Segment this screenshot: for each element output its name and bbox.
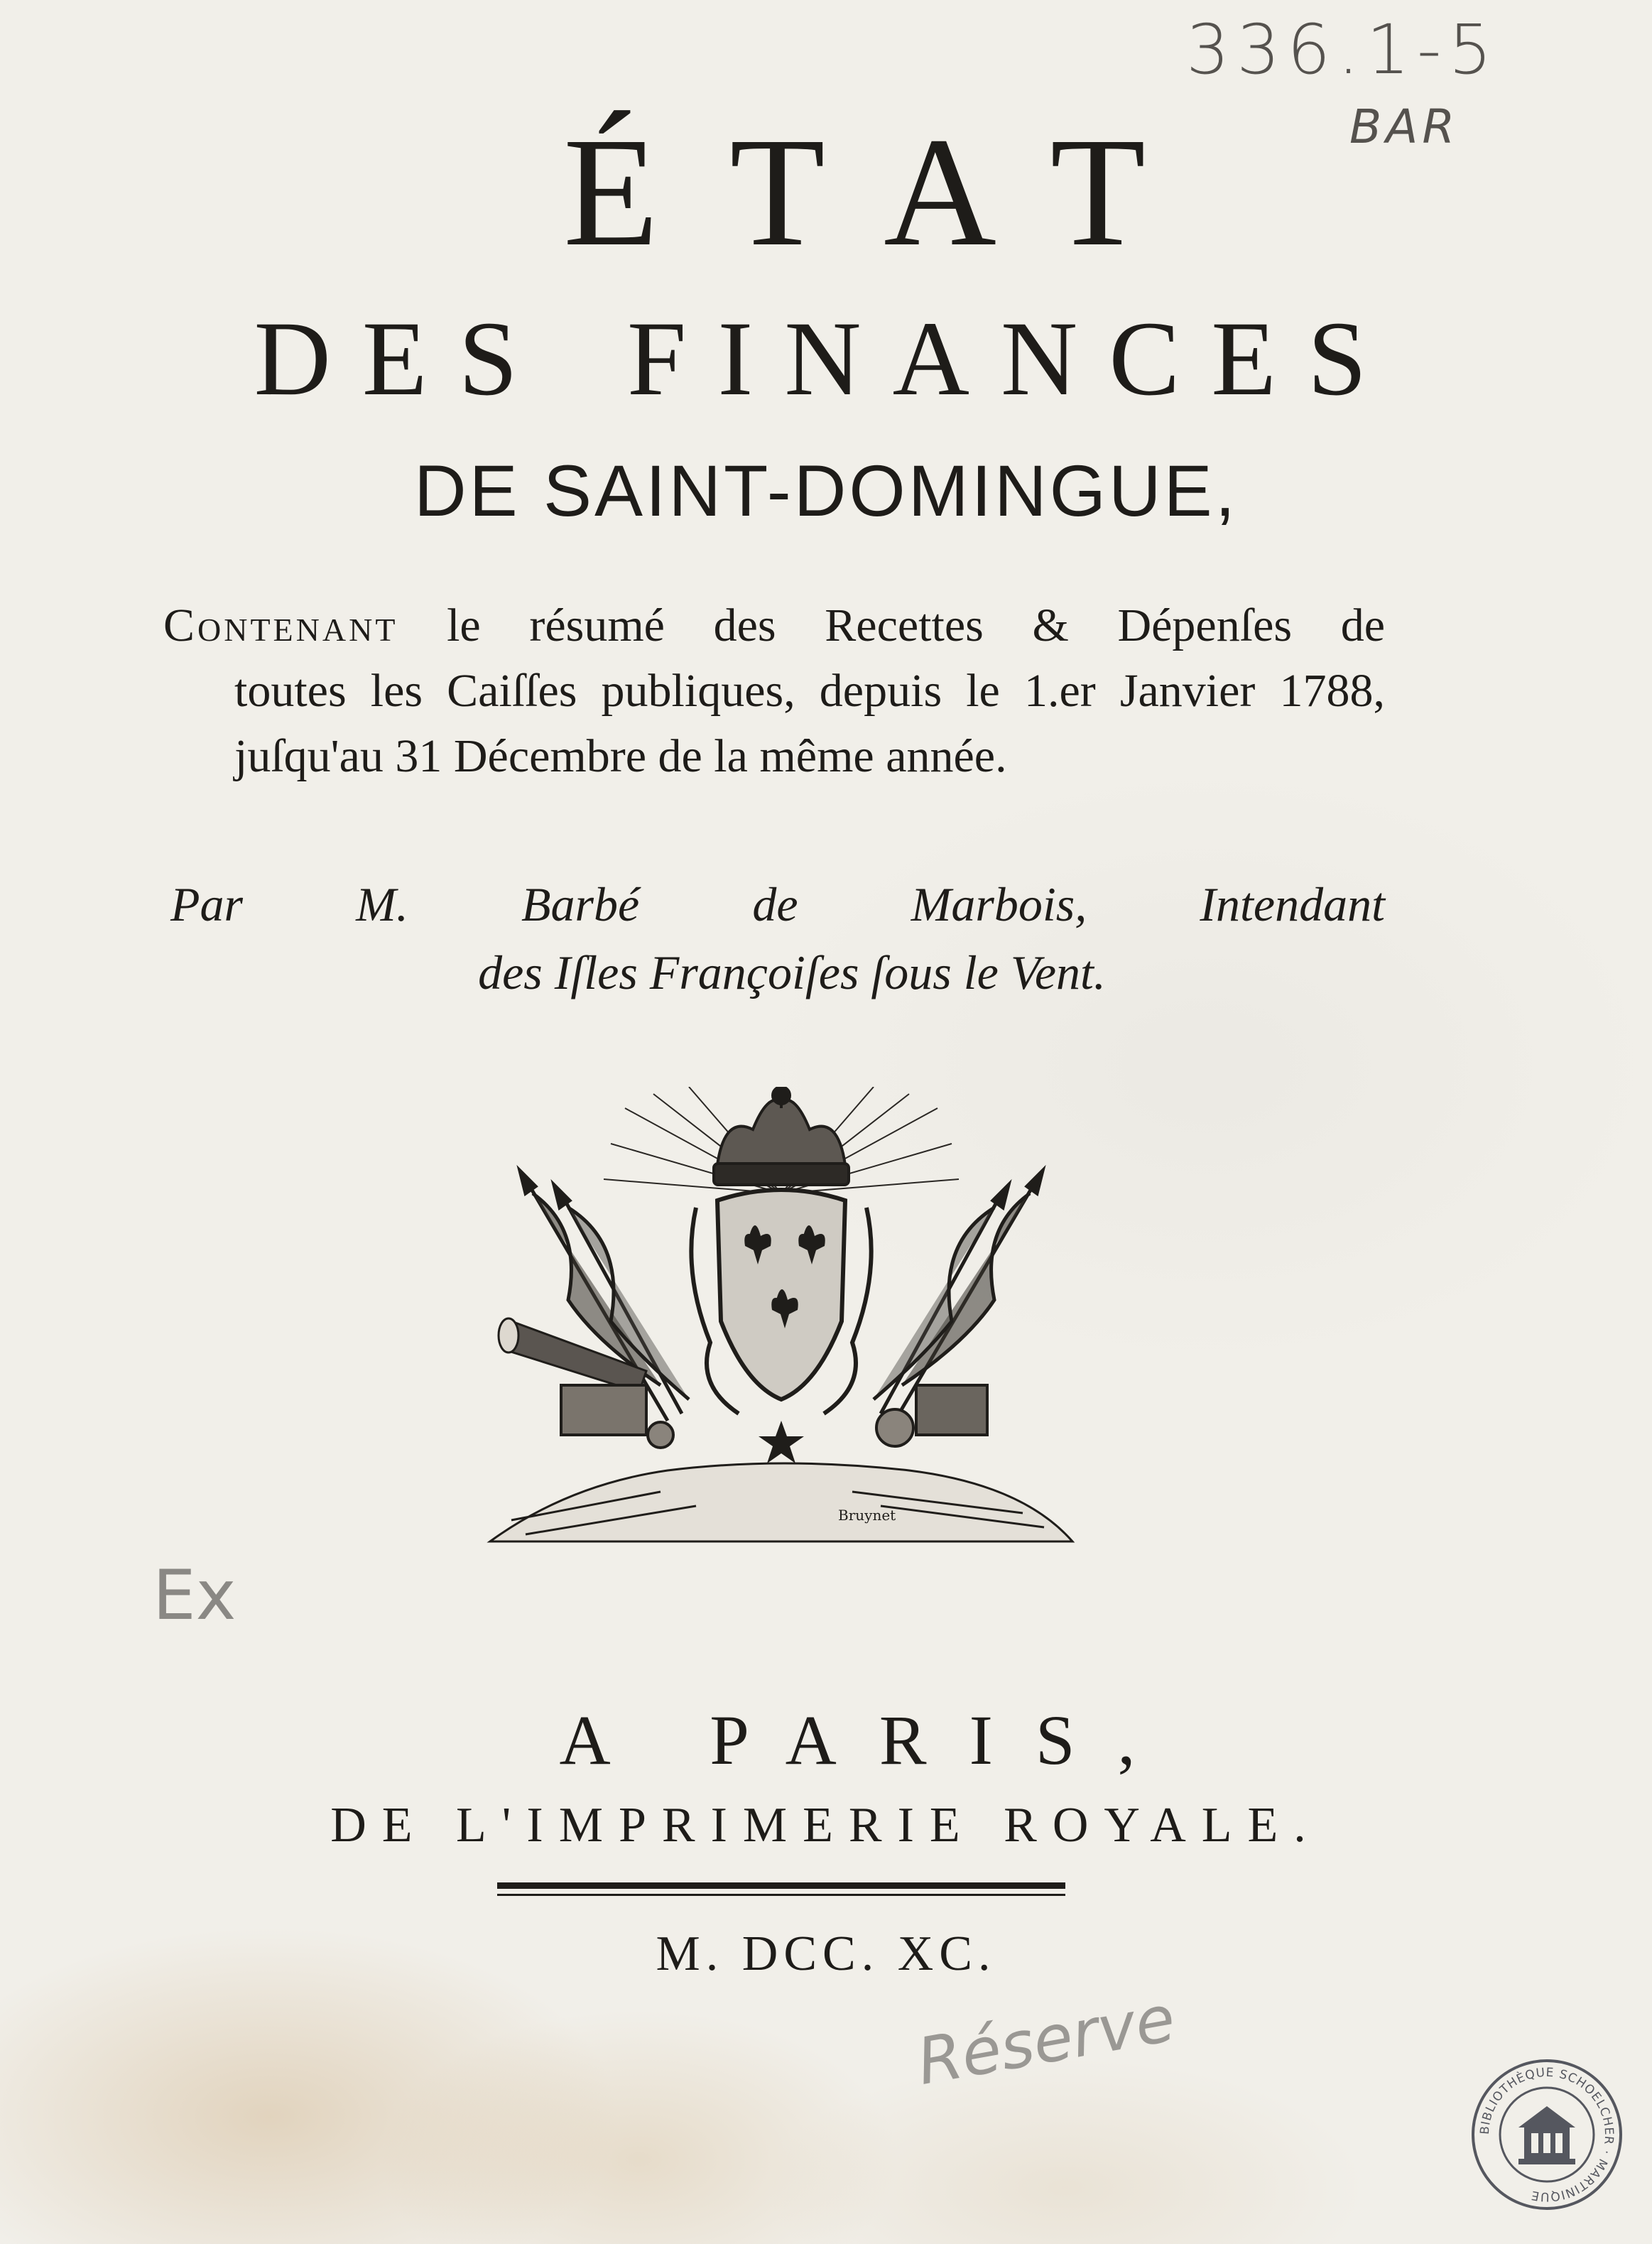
handwritten-mark: Ex <box>153 1556 237 1635</box>
thick-rule <box>497 1882 1065 1889</box>
title-des: DES <box>254 300 549 418</box>
left-flags <box>520 1171 689 1421</box>
handwritten-reserve: Réserve <box>911 1981 1181 2100</box>
ground <box>490 1463 1072 1541</box>
handwritten-code: BAR <box>1349 99 1460 154</box>
handwritten-shelfmark: 336.1-5 <box>1186 10 1499 90</box>
title-saint-domingue: DE SAINT-DOMINGUE, <box>413 450 1239 531</box>
author-block <box>170 870 1385 1007</box>
description-lead: Contenant <box>163 600 398 651</box>
stamp-text: BIBLIOTHÈQUE SCHOELCHER · MARTINIQUE <box>1477 2065 1616 2204</box>
description-line-3: juſqu'au 31 Décembre de la même année. <box>234 730 1007 782</box>
title-etat: ÉTAT <box>563 105 1217 278</box>
imprint-city: A PARIS, <box>559 1701 1178 1779</box>
title-finances: FINANCES <box>626 300 1398 418</box>
imprint-printer: DE L'IMPRIMERIE ROYALE. <box>330 1798 1322 1853</box>
right-flags <box>874 1171 1043 1421</box>
imprint-date: M. DCC. XC. <box>656 1926 996 1981</box>
title-des-finances <box>0 300 1652 418</box>
description-line-1 <box>163 593 1385 658</box>
author-line-2: des Iſles Françoiſes ſous le Vent. <box>478 945 1106 999</box>
description-line-2: toutes les Caiſſes publiques, depuis le 1.er Janvier 1788, <box>234 665 1385 717</box>
description-line-1-rest: le résumé des Recettes & Dépenſes de <box>398 600 1385 651</box>
author-line-1: Par M. Barbé de Marbois, Intendant <box>170 877 1385 931</box>
thin-rule <box>497 1894 1065 1896</box>
engraver-signature: Bruynet <box>838 1507 896 1524</box>
description <box>163 593 1385 789</box>
crown <box>714 1087 849 1185</box>
royal-arms-engraving <box>483 1087 1080 1556</box>
star-order <box>759 1421 804 1463</box>
library-stamp <box>1469 2056 1625 2213</box>
